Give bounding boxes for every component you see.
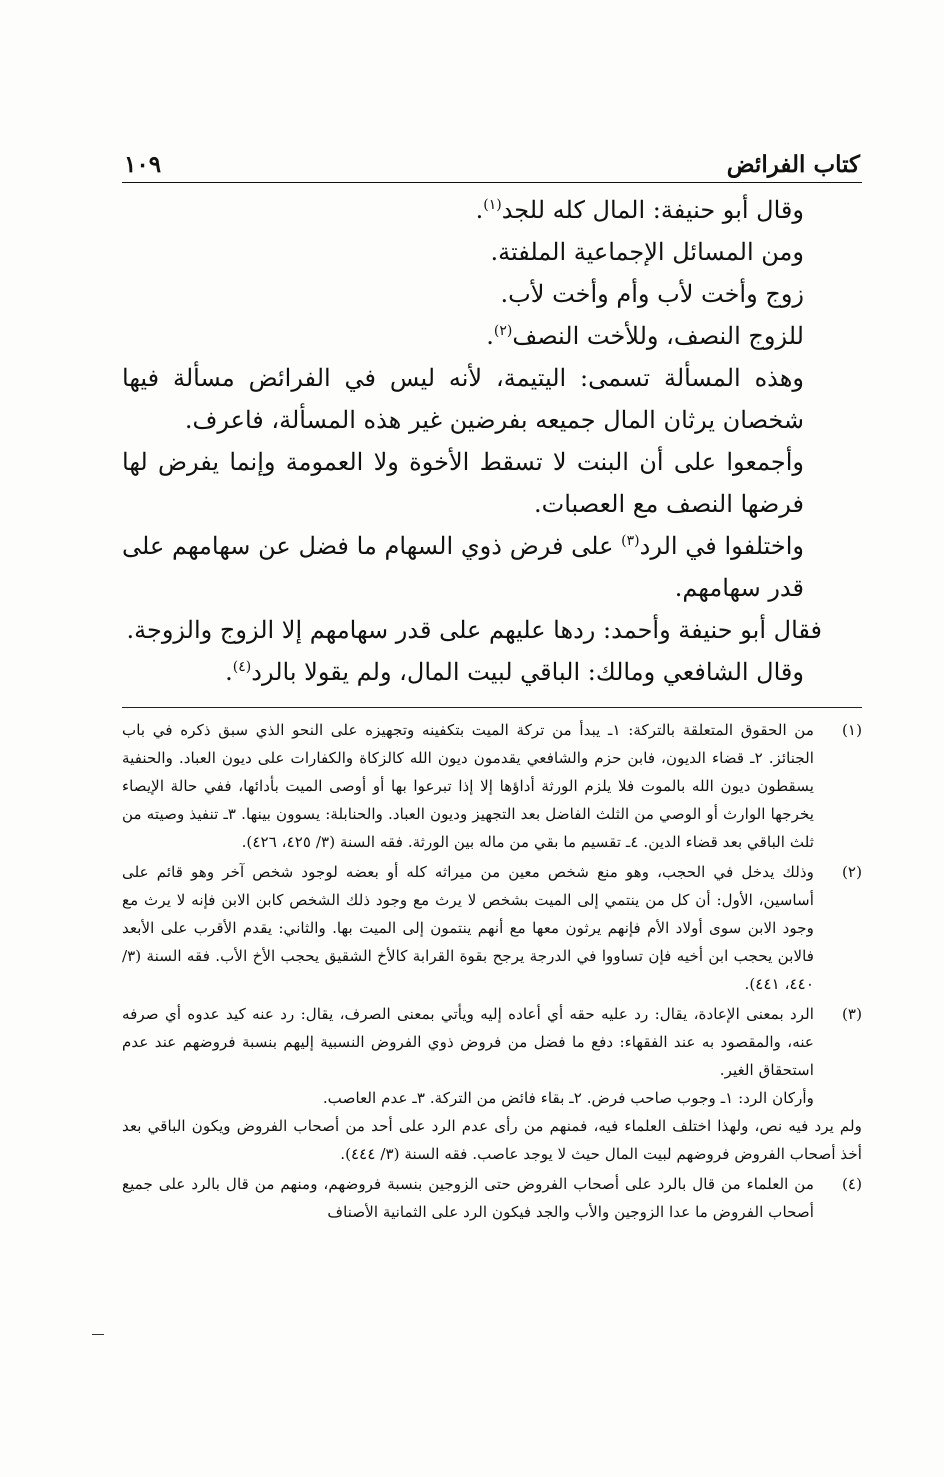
paragraph-7-text-a: واختلفوا في الرد (639, 532, 804, 560)
footnote-ref-3[interactable]: (٣) (621, 533, 640, 549)
paragraph-3: زوج وأخت لأب وأم وأخت لأب. (500, 280, 804, 308)
paragraph-1 (122, 189, 862, 231)
paragraph-8: فقال أبو حنيفة وأحمد: ردها عليهم على قدر سهامهم إلا الزوج والزوجة. (126, 616, 822, 644)
footnote-text: وأركان الرد: ١ـ وجوب صاحب فرض. ٢ـ بقاء فائض من التركة. ٣ـ عدم العاصب. (322, 1089, 814, 1107)
paragraph-1-text: وقال أبو حنيفة: المال كله للجد (501, 196, 804, 224)
chapter-title: كتاب الفرائض (726, 151, 860, 178)
paragraph-4 (122, 315, 862, 357)
paragraph-7-text-b: على فرض ذوي السهام ما فضل عن سهامهم على قدر سهامهم. (122, 532, 804, 602)
footnote-number: (٤) (841, 1175, 862, 1193)
main-text (122, 189, 862, 693)
paragraph-2: ومن المسائل الإجماعية الملفتة. (490, 238, 804, 266)
footnote-ref-2[interactable]: (٢) (493, 323, 513, 339)
paragraph-7 (122, 525, 862, 609)
footnote-ref-4[interactable]: (٤) (232, 659, 252, 675)
paragraph-6: وأجمعوا على أن البنت لا تسقط الأخوة ولا العمومة وإنما يفرض لها فرضها النصف مع العصبات. (122, 448, 804, 518)
paragraph-4-text: للزوج النصف، وللأخت النصف (512, 322, 804, 350)
paragraph-1-end: . (475, 196, 484, 224)
footnote-number: (٢) (841, 863, 862, 881)
footnote-4 (122, 1170, 862, 1226)
running-header (122, 140, 862, 183)
footnote-3 (122, 1000, 862, 1168)
footnote-number: (١) (841, 721, 862, 739)
paragraph-9-text: وقال الشافعي ومالك: الباقي لبيت المال، ولم يقولا بالرد (251, 658, 804, 686)
footnote-2 (122, 858, 862, 998)
footnote-ref-1[interactable]: (١) (483, 197, 502, 213)
paragraph-4-end: . (486, 322, 494, 350)
footnote-text: الرد بمعنى الإعادة، يقال: رد عليه حقه أي أعاده إليه ويأتي بمعنى الصرف، يقال: رد عنه كيد عدوه أي صرفه عنه، والمقصود به عند الفقهاء: دفع ما فضل من فروض ذوي الفروض النسبية إليهم بنسبة فروضهم عند عدم استحقاق الغير. (122, 1005, 814, 1079)
footnote-text: ولم يرد فيه نص، ولهذا اختلف العلماء فيه، فمنهم من رأى عدم الرد على أحد من أصحاب الفروض ويكون الباقي بعد أخذ أصحاب الفروض فروضهم لبيت المال حيث لا يوجد عاصب. فقه السنة (٣/ ٤٤٤). (122, 1117, 862, 1163)
paragraph-9 (122, 651, 862, 693)
paragraph-9-end: . (225, 658, 233, 686)
paragraph-5: وهذه المسألة تسمى: اليتيمة، لأنه ليس في الفرائض مسألة فيها شخصان يرثان المال جميعه بفرضين غير هذه المسألة، فاعرف. (122, 364, 804, 434)
footnote-text: من العلماء من قال بالرد على أصحاب الفروض حتى الزوجين بنسبة فروضهم، ومنهم من قال بالرد على جميع أصحاب الفروض ما عدا الزوجين والأب والجد فيكون الرد على الثمانية الأصناف (122, 1175, 814, 1221)
continuation-mark (92, 1334, 104, 1335)
footnote-text: وذلك يدخل في الحجب، وهو منع شخص معين من ميراثه كله أو بعضه لوجود شخص آخر وهو قائم على أساسين، الأول: أن كل من ينتمي إلى الميت بشخص لا يرث مع وجود ذلك الشخص كابن الابن فإنه لا يرث مع وجود الابن سوى أولاد الأم فإنهم يرثون معها مع أنهم ينتمون إلى الميت بها. والثاني: يقدم الأقرب على الأبعد فالابن يحجب ابن أخيه فإن تساووا في الدرجة يرجح بقوة القرابة كالأخ الشقيق يحجب الأخ الأب. فقه السنة (٣/ ٤٤٠، ٤٤١). (122, 863, 814, 993)
footnote-1 (122, 716, 862, 856)
footnote-number: (٣) (841, 1005, 862, 1023)
footnotes (122, 707, 862, 1226)
footnote-text: من الحقوق المتعلقة بالتركة: ١ـ يبدأ من تركة الميت بتكفينه وتجهيزه على النحو الذي سبق ذكره في باب الجنائز. ٢ـ قضاء الديون، فابن حزم والشافعي يقدمون ديون الله كالزكاة والكفارات على ديون العباد. والحنفية يسقطون ديون الله بالموت فلا يلزم الورثة أداؤها إلا إذا تبرعوا بها أو أوصى الميت بأدائها، ففي حالة الإيصاء يخرجها الوارث أو الوصي من الثلث الفاضل بعد التجهيز وديون العباد. والحنابلة: يسوون بينها. ٣ـ تنفيذ وصيته من ثلث الباقي بعد قضاء الدين. ٤ـ تقسيم ما بقي من ماله بين الورثة. فقه السنة (٣/ ٤٢٥، ٤٢٦). (122, 721, 815, 851)
page-number: ١٠٩ (124, 151, 162, 178)
book-page (122, 140, 862, 1228)
